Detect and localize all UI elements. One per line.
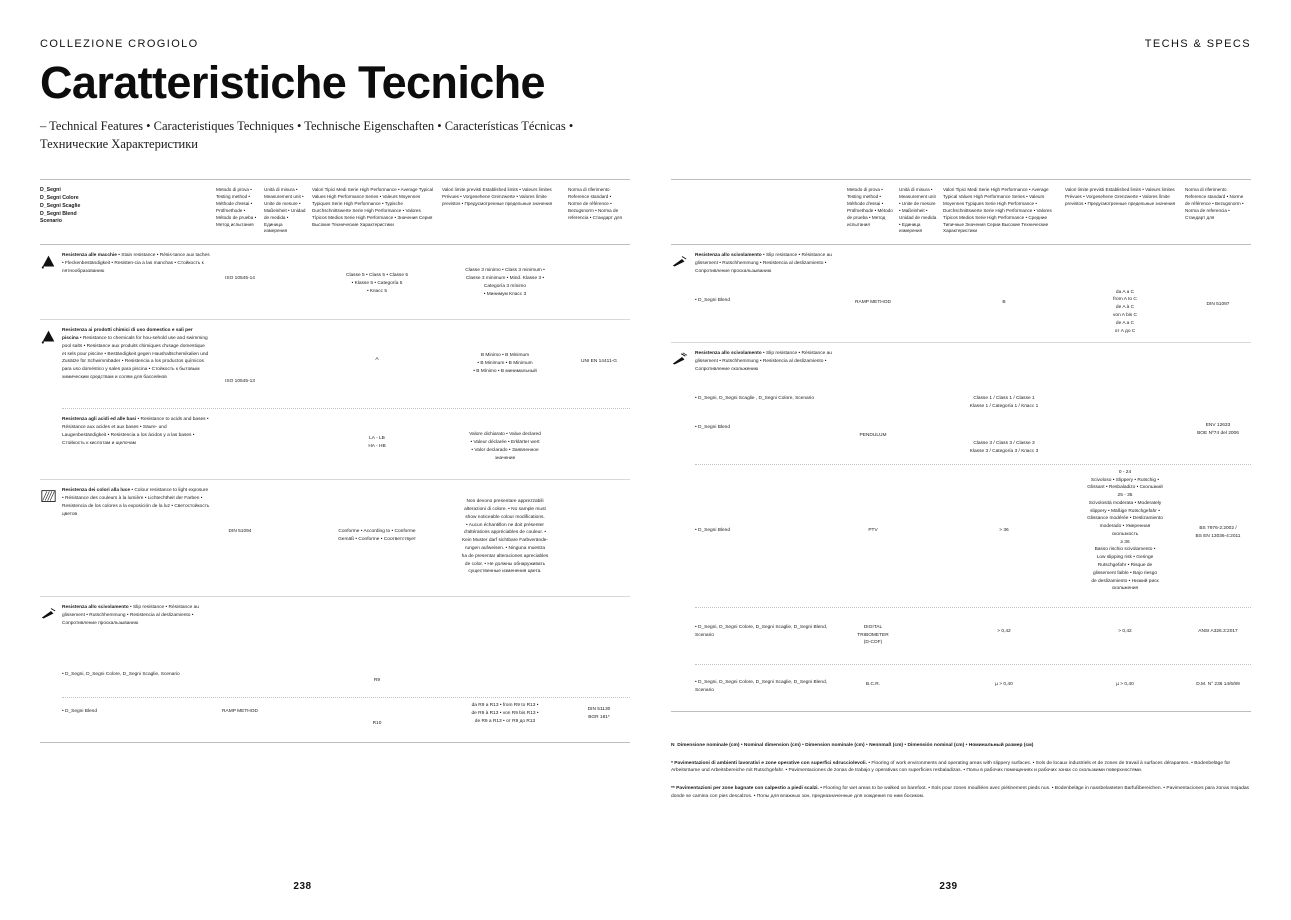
row-icon-spacer [671,608,695,664]
subrow-label: • D_Segni, D_Segni Scaglie , D_Segni Colore, Scenario [695,396,815,402]
right-header-spacer [671,187,847,235]
page-number-right: 239 [939,881,958,892]
footnote-n-prefix: N [671,742,675,748]
row-description: • D_Segni Blend [695,527,731,533]
subrow-icon-spacer [671,283,695,343]
subrow-standard: DIN 51097 [1206,301,1230,307]
table-row [671,343,1251,383]
row-standard [568,409,630,479]
row-description: Resistenza allo scivolamento • Slip resistance • Résistance au glissement • Rutschhemmung • Resistencia al deslizamiento • Сопротивление проскальзыванию [62,605,199,626]
right-header-limits: Valori limite previsti Established limits • Valeurs limites Prévues • Vorgesehene Grenzwerte • Valores límite previstos • Предусмотренные предельные значения [1065,187,1176,206]
footnote-dstar-prefix: ** Pavimentazioni per zone bagnate con calpestio a piedi scalzi. [671,786,819,792]
subrow-value: R9 [373,678,381,684]
row-limits [1065,245,1185,282]
row-method: DIN 51094 [228,529,252,535]
acids-bases-icon-placeholder [40,409,62,479]
subrow-standard: DIN 51130 BGR 181* [587,707,611,721]
row-unit [264,245,312,319]
table-row [671,465,1251,607]
row-limits: > 0,42 [1118,628,1132,634]
table-row [40,245,630,319]
row-limits: Non devono presentare apprezzabili alterazioni di colore. • No sample must show noticeable colour modifications. • Aucun échantillon ne doit présenter d'altérations appréciables de couleur. • Kein Muster darf sichtbare Farbverände- rungen aufweisen. • Ninguna muestra ha de presentar alteraciones apreciables de color. • Не должны обнаруживать существенные изменения цвета. [461,499,549,575]
subrow-unit [899,418,943,464]
footnote-star-prefix: * Pavimentazioni di ambienti lavorativi e zone operative con superfici sdrucciolevoli. [671,760,867,766]
row-limits [1065,343,1185,383]
subrow-unit [899,383,943,418]
row-description: • D_Segni, D_Segni Colore, D_Segni Scaglie, D_Segni Blend, Scenario [695,624,828,638]
subrow-standard [568,657,630,697]
row-method [847,245,899,282]
subrow-label: • D_Segni, D_Segni Colore, D_Segni Scaglie, Scenario [62,672,180,678]
subrow-limits: da R9 a R13 • from R9 to R13 • de R9 à R13 • von R9 bis R13 • de R9 a R13 • от R9 до R13 [471,703,539,724]
subrow-label: • D_Segni Blend [695,424,731,430]
subrow-value: B [1002,299,1006,305]
row-description-text: • Stain resistance • Résis-tance aux taches • Fleckenbeständigkeit • Resisten-cia a las manchas • Стойкость к пятнообразованию [62,253,210,274]
row-standard: BS 7976-2:2002 / BS EN 13036-4:2011 [1195,525,1241,539]
table-row [40,320,630,408]
specs-spread [40,179,1251,811]
right-header-typical: Valori Tipici Medi Serie High Performance • Average Typical Values High Performance Series • Valeurs Moyennes Typiques Serie High Performance • Durchschnittswerte Serie High Performance • Valores Típicos Medios Serie High Performance • Средние Типичные Значения Серии Высокие Технические Характеристики [943,187,1052,234]
right-table-header [671,180,1251,244]
right-table-bottom-rule [671,711,1251,712]
subrow-method [216,657,264,697]
light-resistance-icon-svg [40,489,57,504]
subrow-value: R10 [372,721,382,727]
page-number-left: 238 [293,881,312,892]
subrow-method: RAMP METHOD [222,709,258,715]
right-header-standard: Norma di riferimento Reference standard • Norme de référence • Bezugsnorm • Norma de referencia • Стандарт для [1185,187,1244,220]
subrow-value: Classe 3 / Class 3 / Classe 3 Klasse 3 / Categoría 3 / Класс 3 [969,440,1039,454]
table-subrow [671,418,1251,464]
chemical-resistance-icon-svg [40,329,57,344]
row-icon-spacer [671,665,695,711]
footnote-n-text: Dimensione nominale (cm) • Nominal dimension (cm) • Dimension nominale (cm) • Nennmaß (cm) • Dimensión nominal (cm) • Номинальный размер (см) [677,742,1034,748]
table-row [40,480,630,596]
row-typical: > 0,42 [997,628,1011,634]
row-unit [899,343,943,383]
row-unit [264,409,312,479]
row-method: ISO 10545-13 [225,379,255,385]
left-table-bottom-rule [40,742,630,743]
row-typical: Conforme • According to • Conforme Gemäß • Conforme • Соответствует [338,529,416,543]
row-unit [899,608,943,664]
row-method: ISO 10545-14 [225,276,255,282]
stain-resistance-icon [40,245,62,319]
subrow-value: Classe 1 / Class 1 / Classe 1 Klasse 1 / Categoría 1 / Класс 1 [969,396,1039,410]
row-unit [899,665,943,711]
footnote-n [671,742,1251,750]
table-row [40,597,630,657]
subrow-method: RAMP METHOD [855,299,891,305]
page-header [40,0,1251,50]
row-typical [943,245,1065,282]
row-description: • D_Segni, D_Segni Colore, D_Segni Scaglie, D_Segni Blend, Scenario [695,679,828,693]
subrow-icon-spacer [40,698,62,742]
barefoot-slip-icon-svg [671,352,688,367]
row-unit [899,245,943,282]
row-standard [568,597,630,657]
right-header-unit: Unità di misura • Measurement unit • Unite de mesure • Maßeinheit • Unidad de medida • Единица измерения [899,187,937,234]
row-description: Resistenza agli acidi ed alle basi • Resistance to acids and bases • Résistance aux acides et aux bases • Säure- und Laugenbeständigkeit • Resistencia a los ácidos y a las bases • Стойкость к кислотам и щелочам [62,417,209,446]
left-header-unit: Unità di misura • Measurement unit • Unite de mesure • Maßeinheit • Unidad de medida • Единица измерения [264,187,306,234]
row-typical: LA - LB HA - HB [368,436,386,450]
barefoot-slip-icon [671,343,695,383]
slip-resistance-icon-svg [40,606,57,621]
row-standard [1185,245,1251,282]
row-unit [264,597,312,657]
subrow-standard: ENV 12633 BOE Nº74 del 2006 [1197,422,1239,436]
slip-resistance-icon [40,597,62,657]
row-description: Resistenza alle macchie • Stain resistance • Résis-tance aux taches • Fleckenbeständigkeit • Resisten-cia a las manchas • Стойкость к пятнообразованию [62,253,210,274]
row-method [216,409,264,479]
row-unit [264,480,312,596]
row-method [216,597,264,657]
row-standard [1185,343,1251,383]
footnote-dstar-text: • Flooring for wet areas to be walked on barefoot. • Sols pour zones mouillées avec piétinement pieds nus. • Bodenbeläge in nassbelasteten Barfußbereichen. • Pavimentaciones para zonas mojadas donde se camina con pies descalzos. • Полы для влажных зон, предназначенные для хождения по ним босиком. [671,786,1249,800]
techspecs-label: TECHS & SPECS [1144,38,1251,50]
row-unit [264,320,312,408]
row-limits [442,597,568,657]
subrow-icon-spacer [671,383,695,418]
page-subtitle: – Technical Features • Caracteristiques Techniques • Technische Eigenschaften • Características Técnicas • Технические Характеристики [40,118,574,152]
row-typical: > 36 [999,527,1009,533]
row-typical: A [375,357,379,363]
row-method: DIGITAL TRIBOMETER (D-COF) [857,624,889,646]
table-row [671,608,1251,664]
left-header-products: D_Segni D_Segni Colore D_Segni Scaglie D_Segni Blend Scenario [40,187,81,225]
chemical-resistance-icon [40,320,62,408]
row-limits: 0 - 24 Scivoloso • Slippery • Rutschig • Glissant • Resbaladizo • Скользкий 25 - 35 Scivolosità moderata • Moderately slippery • Mäßige Rutschgefahr • Glissance modérée • Deslizamiento moderado • Умеренная скользкость ≥ 36 Basso rischio scivolamento • Low slipping risk • Geringe Rutschgefahr • Risque de glissement faible • Bajo riesgo de deslizamiento • Низкий риск скольжения [1087,469,1163,592]
row-typical [312,597,442,657]
left-header-limits: Valori limite previsti Established limits • Valeurs limites Prévues • Vorgesehene Grenzwerte • Valores límite previstos • Предусмотренные предельные значения [442,187,553,206]
left-header-method: Metodo di prova • Testing method • Méthode d'essai • Prüfmethode • Método de prueba • Метод испытания [216,187,257,227]
footnote-single-star [671,760,1251,776]
table-subrow [40,698,630,742]
row-unit [899,465,943,607]
subrow-unit [899,283,943,343]
table-subrow [671,283,1251,343]
subrow-method: PENDULUM [859,432,887,438]
row-limits: B Minimo • B Minimum • B Minimum • B Minimum • B Mínimo • B минимальный [473,353,537,374]
table-row [40,409,630,479]
subrow-unit [264,657,312,697]
table-row [671,245,1251,282]
subrow-limits: da A a C from A to C de A à C von A bis C de A a C от A до C [1113,289,1137,334]
row-standard [568,480,630,596]
subrow-label: • D_Segni Blend [695,297,731,303]
row-method: B.C.R. [865,681,881,687]
collection-label: COLLEZIONE CROGIOLO [40,38,199,50]
subrow-method [847,383,899,418]
slip-resistance-shoe-icon-svg [671,254,688,269]
subrow-standard [1185,383,1251,418]
table-subrow [40,657,630,697]
row-method: PTV [868,527,878,533]
row-typical: µ > 0,40 [995,681,1013,687]
row-typical: Classe 5 • Class 5 • Classe 5 • Klasse 5 • Categoría 5 • Класс 5 [345,273,408,294]
row-method [847,343,899,383]
row-icon-spacer [671,465,695,607]
stain-resistance-icon-svg [40,254,57,269]
row-typical [943,343,1065,383]
subrow-label: • D_Segni Blend [62,709,98,715]
table-subrow [671,383,1251,418]
row-standard: D.M. N° 236 14/6/89 [1196,681,1240,687]
right-table [671,179,1251,811]
left-table [40,179,630,811]
footnote-double-star [671,785,1251,801]
row-description: Resistenza ai prodotti chimici di uso domestico e sali per piscina • Resistance to chemicals for hou-sehold use and swimming pool salts • Resistance aux produits chimiques d'usage domestique et sels pour piscine • Beständigkeit gegen Haushaltschemikalien und Zusätze für Schwimmbäder • Resistencia a los productos químicos para uso doméstico y sales para piscina • Стойкость к бытовым химическим средствам и солям для бассейнов [62,328,209,380]
row-description: Resistenza allo scivolamento • Slip resistance • Résistance au glissement • Rutschhemmung • Resistencia al deslizamiento • Сопротивление проскальзыванию [695,253,832,274]
subrow-icon-spacer [40,657,62,697]
row-standard: UNI EN 14411-G [581,359,617,365]
left-header-standard: Norma di riferimento Reference standard • Norme de référence • Bezugsnorm • Norma de referencia • Стандарт для [568,187,622,220]
left-header-typical: Valori Tipici Medi Serie High Performance • Average Typical Values High Performance Series • Valeurs Moyennes Typiques Serie High Performance • Typische Durchschnittswerte Serie High Performance • Valores Típicos Medios Serie High Performance • Значения Серия Высокие Технические Характеристики [312,187,434,227]
slip-resistance-shoe-icon [671,245,695,282]
light-resistance-icon [40,480,62,596]
row-limits: µ > 0,40 [1116,681,1134,687]
row-description: Resistenza dei colori alla luce • Colour resistance to light exposure • Résistance des couleurs à la lumière • Lichtechtheit der Farben • Resistencia de los colores a la exposición de la luz • Светостойкость цветов [62,488,210,517]
subrow-limits [1065,383,1185,418]
right-header-method: Metodo di prova • Testing method • Méthode d'essai • Prüfmethode • Método de prueba • Метод испытания [847,187,893,227]
subrow-unit [264,698,312,742]
left-table-header [40,180,630,244]
row-standard: ANSI A326.3:2017 [1198,628,1238,634]
table-row [671,665,1251,711]
page-title: Caratteristiche Tecniche [40,57,545,108]
row-description: Resistenza allo scivolamento • Slip resistance • Résistance au glissement • Rutschhemmung • Resistencia al deslizamiento • Сопротивление скольжению [695,351,832,372]
subrow-limits [442,657,568,697]
row-standard [568,245,630,319]
footnote-star-text: • Flooring of work environments and operating areas with slippery surfaces. • Sols de locaux industriels et de zones de travail à surfaces dérapantes. • Bodenbeläge für Arbeitsräume und Arbeitsbereiche mit Rutschgefahr. • Pavimentaciones de zonas de trabajo y operativas con superficies resbaladizas. • Полы в рабочих помещениях и рабочих зонах со скользкими поверхностями. [671,760,1231,774]
subrow-icon-spacer [671,418,695,464]
row-limits: Classe 3 minimo • Class 3 minimum • Classe 3 minimum • Mind. Klasse 3 • Categoría 3 mínimo • Минимум Класс 3 [465,268,545,297]
footnotes [671,742,1251,801]
row-limits: Valore dichiarato • Value declared • Valeur déclarée • Erklärter wert • Valor declarado • Заявленное значение [469,432,541,461]
subrow-limits [1065,418,1185,464]
